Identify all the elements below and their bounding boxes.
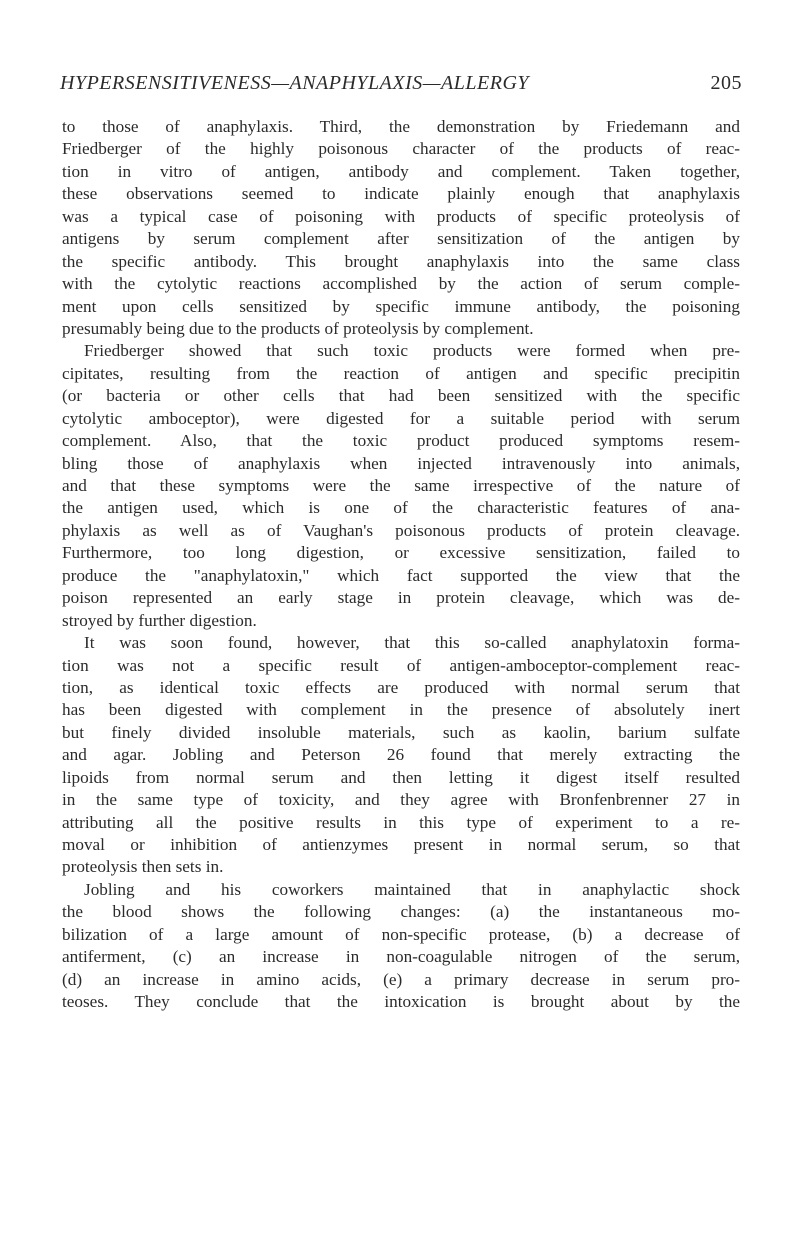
text-line: but finely divided insoluble materials, such as kaolin, barium sulfate [62,722,740,742]
text-line: stroyed by further digestion. [62,610,257,630]
text-line: and that these symptoms were the same irrespective of the nature of [62,476,740,495]
text-line: cipitates, resulting from the reaction of antigen and specific precipitin [62,363,740,383]
paragraph-first-line: It was soon found, however, that this so-called anaphylatoxin forma- [84,633,740,653]
text-line: antigens by serum complement after sensitization of the antigen by [62,229,740,249]
text-line: tion was not a specific result of antigen-amboceptor-complement reac- [62,655,740,675]
text-line: lipoids from normal serum and then letting it digest itself resulted [62,767,740,787]
text-line: with the cytolytic reactions accomplished by the action of serum comple- [62,274,740,294]
paragraph-first-line: Jobling and his coworkers maintained that in anaphylactic shock [84,879,740,899]
text-line: teoses. They conclude that the intoxication is brought about by the [62,992,740,1012]
text-line: to those of anaphylaxis. Third, the demonstration by Friedemann and [62,117,740,136]
text-line: moval or inhibition of antienzymes present in normal serum, so that [62,835,740,854]
text-line: tion, as identical toxic effects are produced with normal serum that [62,677,740,697]
running-head [60,72,742,102]
text-line: presumably being due to the products of proteolysis by complement. [62,318,534,338]
text-line: (d) an increase in amino acids, (e) a primary decrease in serum pro- [62,969,740,989]
running-head-title: HYPERSENSITIVENESS—ANAPHYLAXIS—ALLERGY [60,72,530,94]
text-line: the blood shows the following changes: (a) the instantaneous mo- [62,902,740,922]
text-line: bilization of a large amount of non-specific protease, (b) a decrease of [62,924,740,944]
text-line: attributing all the positive results in this type of experiment to a re- [62,812,740,832]
body-text [62,116,740,1014]
text-line: was a typical case of poisoning with products of specific proteolysis of [62,206,740,226]
text-line: complement. Also, that the toxic product produced symptoms resem- [62,431,740,451]
text-line: the antigen used, which is one of the characteristic features of ana- [62,498,740,518]
text-line: cytolytic amboceptor), were digested for a suitable period with serum [62,408,740,428]
text-line: tion in vitro of antigen, antibody and complement. Taken together, [62,161,740,181]
text-line: bling those of anaphylaxis when injected intravenously into animals, [62,453,740,473]
text-line: poison represented an early stage in protein cleavage, which was de- [62,588,740,608]
text-line: in the same type of toxicity, and they agree with Bronfenbrenner 27 in [62,790,740,810]
text-line: phylaxis as well as of Vaughan's poisonous products of protein cleavage. [62,520,740,540]
text-line: (or bacteria or other cells that had been sensitized with the specific [62,386,740,406]
text-line: ment upon cells sensitized by specific immune antibody, the poisoning [62,296,740,316]
text-line: the specific antibody. This brought anaphylaxis into the same class [62,251,740,271]
text-line: Friedberger of the highly poisonous character of the products of reac- [62,139,740,159]
text-line: has been digested with complement in the presence of absolutely inert [62,700,740,720]
paragraph-first-line: Friedberger showed that such toxic products were formed when pre- [84,341,740,361]
text-line: produce the "anaphylatoxin," which fact supported the view that the [62,565,740,585]
text-line: Furthermore, too long digestion, or excessive sensitization, failed to [62,543,740,563]
page-number: 205 [710,72,742,94]
text-line: proteolysis then sets in. [62,857,224,877]
text-line: antiferment, (c) an increase in non-coagulable nitrogen of the serum, [62,947,740,967]
text-line: and agar. Jobling and Peterson 26 found that merely extracting the [62,745,740,765]
text-line: these observations seemed to indicate plainly enough that anaphylaxis [62,184,740,204]
